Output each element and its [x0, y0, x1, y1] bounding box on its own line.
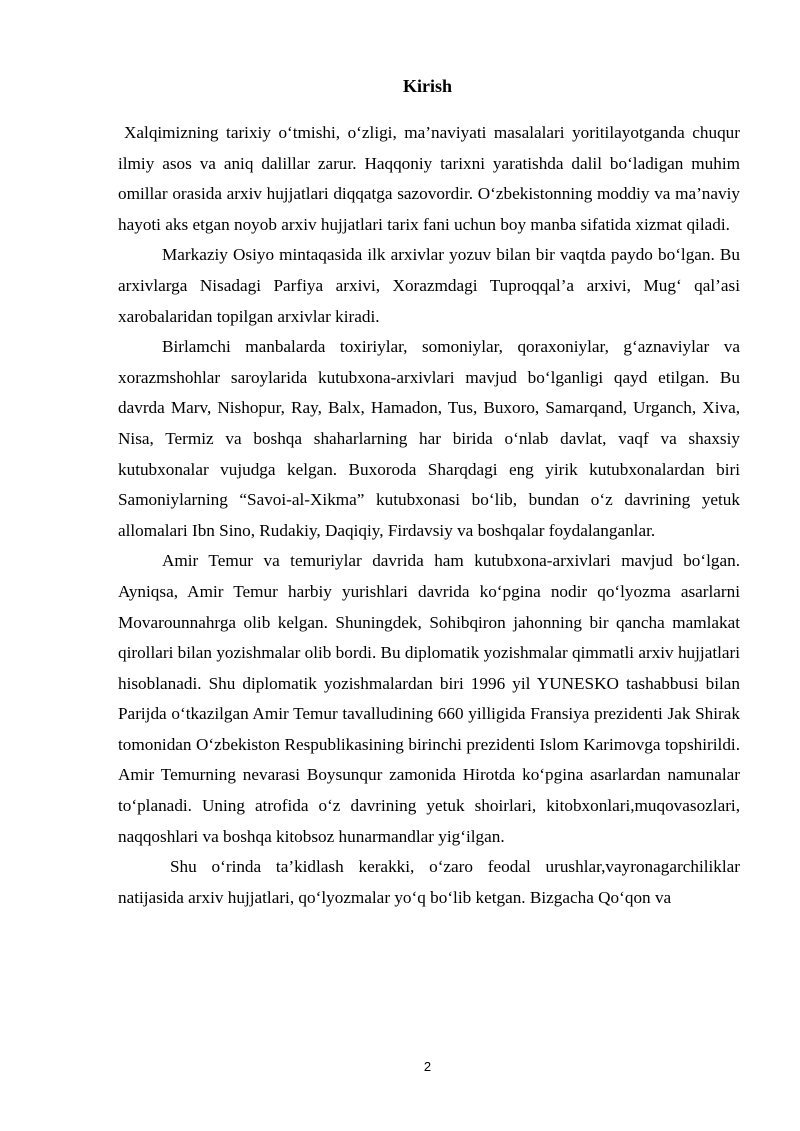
- paragraph: Xalqimizning tarixiy o‘tmishi, o‘zligi, ma’naviyati masalalari yoritilayotganda chuqur ilmiy asos va aniq dalillar zarur. Haqqoniy tarixni yaratishda dalil bo‘ladigan muhim omillar orasida arxiv hujjatlari diqqatga sazovordir. O‘zbekistonning moddiy va ma’naviy hayoti aks etgan noyob arxiv hujjatlari tarix fani uchun boy manba sifatida xizmat qiladi.: [118, 123, 740, 234]
- paragraph: Shu o‘rinda ta’kidlash kerakki, o‘zaro feodal urushlar,vayronagarchiliklar natijasida arxiv hujjatlari, qo‘lyozmalar yo‘q bo‘lib ketgan. Bizgacha Qo‘qon va: [118, 857, 740, 907]
- page-number: 2: [423, 1059, 432, 1074]
- paragraph: Markaziy Osiyo mintaqasida ilk arxivlar yozuv bilan bir vaqtda paydo bo‘lgan. Bu arxivlarga Nisadagi Parfiya arxivi, Xorazmdagi Tuproqqal’a arxivi, Mug‘ qal’asi xarobalaridan topilgan arxivlar kiradi.: [118, 245, 740, 326]
- page-title: Kirish: [402, 76, 452, 96]
- document-body: [118, 118, 740, 913]
- paragraph: Birlamchi manbalarda toxiriylar, somoniylar, qoraxoniylar, g‘aznaviylar va xorazmshohlar saroylarida kutubxona-arxivlari mavjud bo‘lganligi qayd etilgan. Bu davrda Marv, Nishopur, Ray, Balx, Hamadon, Tus, Buxoro, Samarqand, Urganch, Xiva, Nisa, Termiz va boshqa shaharlarning har birida o‘nlab davlat, vaqf va shaxsiy kutubxonalar vujudga kelgan. Buxoroda Sharqdagi eng yirik kutubxonalardan biri Samoniylarning “Savoi-al-Xikma” kutubxonasi bo‘lib, bundan o‘z davrining yetuk allomalari Ibn Sino, Rudakiy, Daqiqiy, Firdavsiy va boshqalar foydalanganlar.: [118, 337, 740, 540]
- paragraph: Amir Temur va temuriylar davrida ham kutubxona-arxivlari mavjud bo‘lgan. Ayniqsa, Amir Temur harbiy yurishlari davrida ko‘pgina nodir qo‘lyozma asarlarni Movarounnahrga olib kelgan. Shuningdek, Sohibqiron jahonning bir qancha mamlakat qirollari bilan yozishmalar olib bordi. Bu diplomatik yozishmalar qimmatli arxiv hujjatlari hisoblanadi. Shu diplomatik yozishmalardan biri 1996 yil YUNESKO tashabbusi bilan Parijda o‘tkazilgan Amir Temur tavalludining 660 yilligida Fransiya prezidenti Jak Shirak tomonidan O‘zbekiston Respublikasining birinchi prezidenti Islom Karimovga topshirildi. Amir Temurning nevarasi Boysunqur zamonida Hirotda ko‘pgina asarlardan namunalar to‘planadi. Uning atrofida o‘z davrining yetuk shoirlari, kitobxonlari,muqovasozlari, naqqoshlari va boshqa kitobsoz hunarmandlar yig‘ilgan.: [118, 551, 740, 846]
